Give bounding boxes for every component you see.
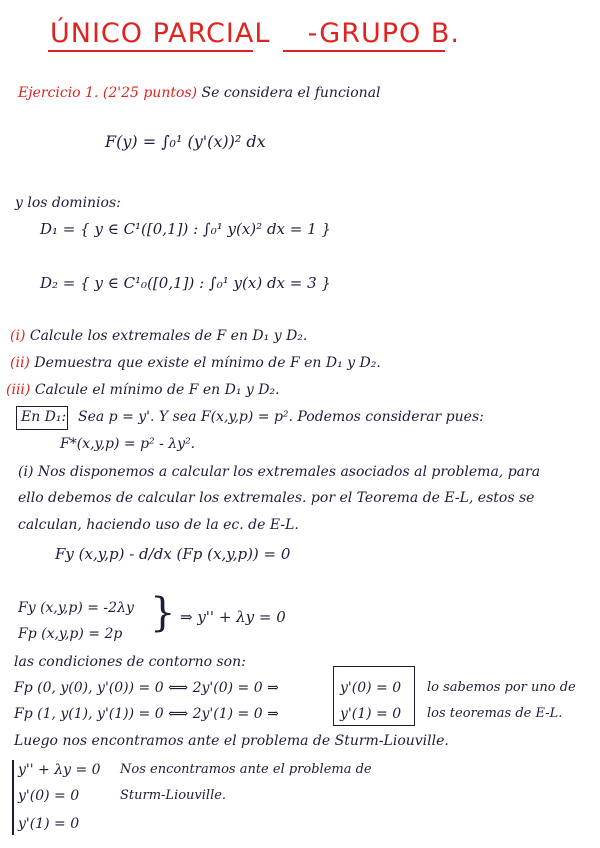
- boundary-condition-1: Fp (0, y(0), y'(0)) = 0 ⟺ 2y'(0) = 0 ⇒: [14, 680, 279, 696]
- solution-line-5: calculan, haciendo uso de la ec. de E-L.: [18, 517, 299, 533]
- system-eq-2: y'(0) = 0: [18, 788, 80, 804]
- task-1-text: Calcule los extremales de F en D₁ y D₂.: [29, 328, 308, 344]
- boundary-intro: las condiciones de contorno son:: [14, 654, 246, 670]
- solution-line-1: Sea p = y'. Y sea F(x,y,p) = p². Podemos considerar pues:: [78, 409, 484, 425]
- ode-result: ⇒ y'' + λy = 0: [180, 608, 286, 626]
- task-3: [6, 382, 280, 398]
- solution-line-4: ello debemos de calcular los extremales. por el Teorema de E-L, estos se: [18, 490, 535, 506]
- task-1: [10, 328, 307, 344]
- domains-intro: y los dominios:: [15, 195, 121, 211]
- functional-formula: F(y) = ∫₀¹ (y'(x))² dx: [105, 132, 266, 151]
- system-note-2: Sturm-Liouville.: [120, 788, 227, 803]
- system-eq-3: y'(1) = 0: [18, 816, 80, 832]
- title-part2: -GRUPO B.: [307, 18, 460, 49]
- title-part1: ÚNICO PARCIAL: [50, 18, 271, 49]
- sturm-liouville-line: Luego nos encontramos ante el problema de Sturm-Liouville.: [14, 733, 449, 749]
- page-title: [50, 18, 460, 49]
- euler-lagrange-equation: Fy (x,y,p) - d/dx (Fp (x,y,p)) = 0: [55, 545, 291, 563]
- note-line-1: lo sabemos por uno de: [427, 680, 576, 695]
- system-eq-1: y'' + λy = 0: [18, 762, 101, 778]
- domain-d1: D₁ = { y ∈ C¹([0,1]) : ∫₀¹ y(x)² dx = 1 }: [40, 220, 331, 238]
- system-bracket: [12, 760, 14, 835]
- boxed-condition-2: y'(1) = 0: [340, 706, 402, 722]
- solution-line-2: F*(x,y,p) = p² - λy².: [60, 436, 196, 452]
- exercise-header: [18, 85, 381, 101]
- task-3-text: Calcule el mínimo de F en D₁ y D₂.: [34, 382, 280, 398]
- note-line-2: los teoremas de E-L.: [427, 706, 563, 721]
- system-note-1: Nos encontramos ante el problema de: [120, 762, 372, 777]
- solution-line-3: (i) Nos disponemos a calcular los extremales asociados al problema, para: [18, 464, 541, 480]
- task-3-num: (iii): [6, 382, 31, 398]
- title-underline-2: [283, 50, 445, 52]
- title-underline-1: [48, 50, 253, 52]
- task-2-text: Demuestra que existe el mínimo de F en D₁ y D₂.: [34, 355, 381, 371]
- en-d1-label: En D₁:: [21, 409, 67, 425]
- exercise-text: Se considera el funcional: [201, 85, 381, 101]
- task-2: [10, 355, 381, 371]
- exercise-label: Ejercicio 1. (2'25 puntos): [18, 85, 198, 101]
- boundary-condition-2: Fp (1, y(1), y'(1)) = 0 ⟺ 2y'(1) = 0 ⇒: [14, 706, 279, 722]
- task-1-num: (i): [10, 328, 26, 344]
- boxed-condition-1: y'(0) = 0: [340, 680, 402, 696]
- domain-d2: D₂ = { y ∈ C¹₀([0,1]) : ∫₀¹ y(x) dx = 3 }: [40, 274, 331, 292]
- right-brace: }: [150, 590, 176, 636]
- fy-derivative: Fy (x,y,p) = -2λy: [18, 600, 134, 616]
- fp-derivative: Fp (x,y,p) = 2p: [18, 626, 123, 642]
- task-2-num: (ii): [10, 355, 30, 371]
